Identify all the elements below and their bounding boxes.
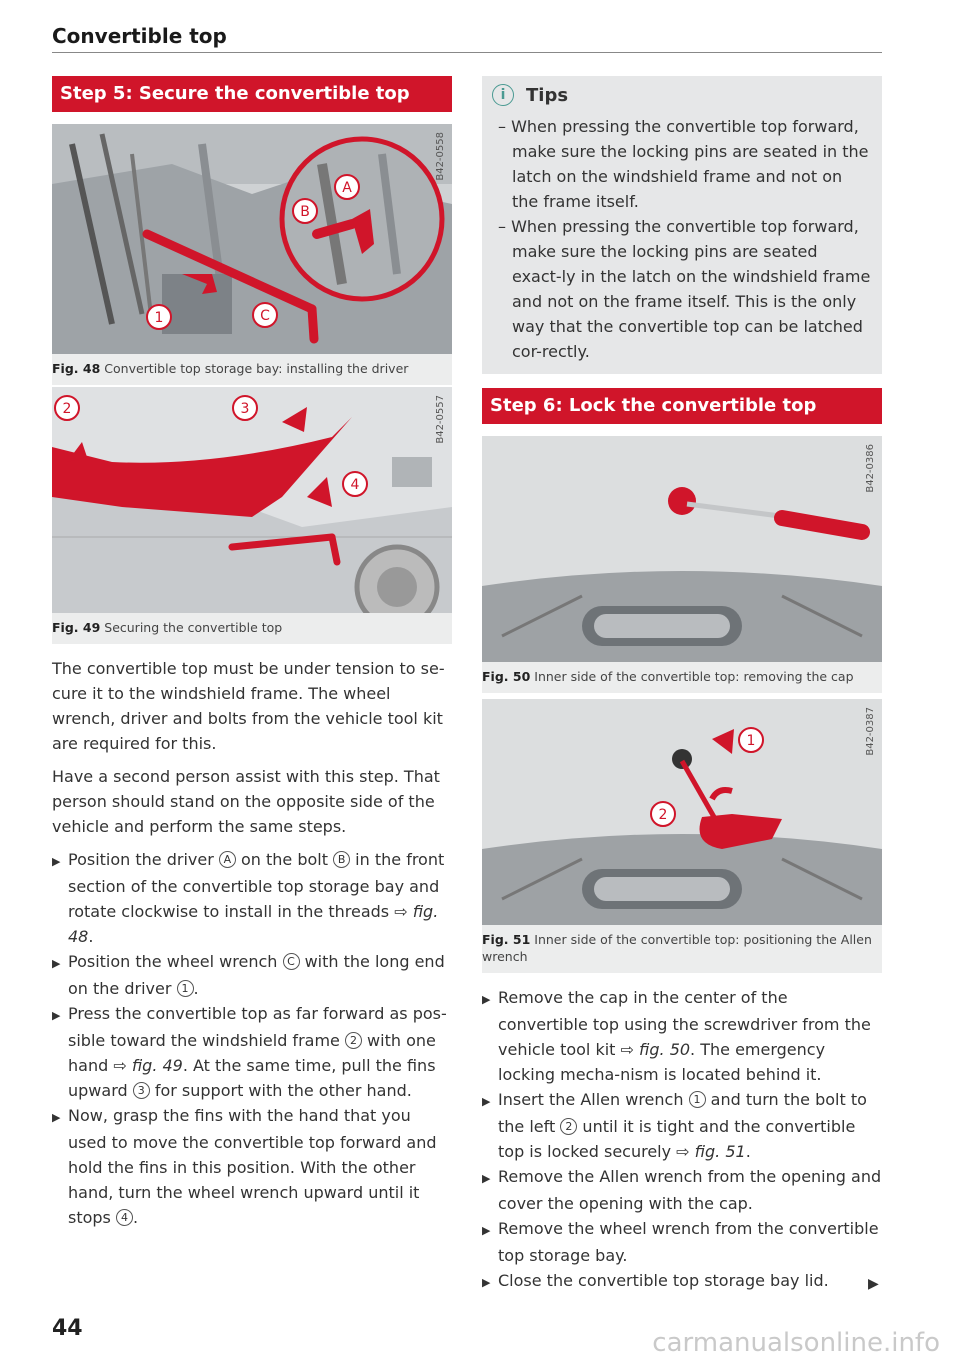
text: . (193, 979, 199, 998)
callout-2 (54, 395, 80, 425)
bullet-triangle-icon: ▶ (482, 1172, 491, 1185)
callout-1-label: 1 (746, 733, 756, 749)
figure-50 (482, 436, 882, 693)
figure-50-code: B42-0386 (865, 444, 876, 493)
header-rule (52, 52, 882, 53)
bullet-triangle-icon: ▶ (52, 1009, 61, 1022)
callout-4 (342, 471, 368, 501)
figure-49-image (52, 387, 452, 613)
step5-heading: Step 5: Secure the convertible top (52, 76, 452, 112)
step6-item-1 (482, 985, 882, 1087)
callout-ref: 1 (177, 980, 194, 997)
figure-50-caption-text: Inner side of the convertible top: removing the cap (534, 669, 854, 684)
callout-1 (146, 304, 172, 334)
figure-48-image (52, 124, 452, 354)
callout-ref: C (283, 953, 300, 970)
paragraph-second-person: Have a second person assist with this step. That person should stand on the opposite side of the vehicle and perform the same steps. (52, 767, 440, 836)
tips-box (482, 76, 882, 374)
text: with one hand (68, 1031, 436, 1075)
callout-C-icon (252, 302, 278, 328)
text: in the front section of the convertible top storage bay and rotate clockwise to install in the threads (68, 850, 445, 921)
text: Close the convertible top storage bay lid. (498, 1271, 829, 1290)
callout-2 (650, 801, 676, 831)
step6-item-3 (482, 1164, 882, 1216)
left-body (52, 656, 452, 1230)
tips-heading (492, 84, 872, 106)
page-number: 44 (52, 1316, 83, 1341)
figure-link[interactable]: ⇨ fig. 48 (68, 902, 439, 946)
figure-51-image (482, 699, 882, 925)
figure-49-caption (52, 613, 452, 644)
text: . (132, 1208, 139, 1227)
callout-1 (738, 727, 764, 757)
callout-3-label: 3 (240, 401, 250, 417)
callout-ref: A (219, 851, 236, 868)
text: with the long end on the driver (68, 952, 445, 998)
callout-3-icon (232, 395, 258, 421)
callout-B-icon (292, 198, 318, 224)
step5-list (52, 847, 452, 1230)
roof-inner-side-illustration (482, 436, 882, 662)
callout-4-icon (342, 471, 368, 497)
figure-51-label: Fig. 51 (482, 932, 531, 947)
bullet-triangle-icon: ▶ (482, 1276, 491, 1289)
step6-item-5 (482, 1268, 882, 1295)
callout-1-label: 1 (154, 310, 164, 326)
text: . (745, 1142, 751, 1161)
callout-4-label: 4 (350, 477, 360, 493)
tips-list (492, 114, 872, 364)
text: . The emergency locking mecha-nism is located behind it. (498, 1040, 826, 1084)
left-column (52, 76, 452, 1230)
figure-48 (52, 124, 452, 385)
figure-50-label: Fig. 50 (482, 669, 531, 684)
bullet-triangle-icon: ▶ (52, 957, 61, 970)
figure-49 (52, 387, 452, 644)
text: Position the wheel wrench (68, 952, 283, 971)
figure-link[interactable]: ⇨ fig. 51 (676, 1142, 746, 1161)
step5-item-3 (52, 1001, 452, 1103)
text: Press the convertible top as far forward as pos-sible toward the windshield frame (68, 1004, 447, 1050)
figure-51-code: B42-0387 (865, 707, 876, 756)
figure-49-label: Fig. 49 (52, 620, 101, 635)
figure-link[interactable]: ⇨ fig. 50 (620, 1040, 691, 1059)
text: on the bolt (235, 850, 334, 869)
text: for support with the other hand. (149, 1081, 412, 1100)
text: until it is tight and the convertible top is locked securely (498, 1117, 856, 1161)
callout-ref: 1 (689, 1091, 706, 1108)
bullet-triangle-icon: ▶ (482, 993, 491, 1006)
callout-ref: 2 (345, 1032, 362, 1049)
callout-2-label: 2 (658, 807, 668, 823)
callout-A-label: A (342, 180, 352, 196)
text: Remove the Allen wrench from the opening and cover the opening with the cap. (498, 1167, 882, 1213)
callout-ref: 3 (133, 1082, 150, 1099)
step5-item-1 (52, 847, 452, 949)
bullet-triangle-icon: ▶ (482, 1224, 491, 1237)
figure-49-caption-text: Securing the convertible top (104, 620, 283, 635)
callout-2-icon (54, 395, 80, 421)
right-column (482, 76, 882, 1295)
tip-item-2: – When pressing the convertible top forward, make sure the locking pins are seated exact-ly in the latch on the windshield frame and not on the frame itself. This is the only way that the convertible top can be latched cor-rectly. (498, 217, 871, 361)
callout-B-label: B (300, 204, 310, 220)
callout-1-icon (146, 304, 172, 330)
text: Now, grasp the fins with the hand that you used to move the convertible top forward and hold the fins in this position. With the other hand, turn the wheel wrench upward until it stops (68, 1106, 437, 1227)
callout-ref: B (333, 851, 350, 868)
figure-48-label: Fig. 48 (52, 361, 101, 376)
info-icon: i (492, 84, 514, 106)
step5-item-4 (52, 1103, 452, 1230)
tips-title: Tips (526, 84, 569, 106)
callout-C (252, 302, 278, 332)
figure-49-code: B42-0557 (435, 395, 446, 444)
callout-C-label: C (260, 308, 270, 324)
allen-wrench-illustration (482, 699, 882, 925)
step5-item-2 (52, 949, 452, 1001)
paragraph-tension: The convertible top must be under tension to se-cure it to the windshield frame. The wheel wrench, driver and bolts from the vehicle tool kit are required for this. (52, 659, 445, 753)
callout-A-icon (334, 174, 360, 200)
bullet-triangle-icon: ▶ (52, 1111, 61, 1124)
callout-2-label: 2 (62, 401, 72, 417)
tip-item-1: – When pressing the convertible top forward, make sure the locking pins are seated in the latch on the windshield frame and not on the frame itself. (498, 117, 869, 211)
callout-3 (232, 395, 258, 425)
step6-item-2 (482, 1087, 882, 1164)
continue-arrow-icon: ▶ (868, 1276, 879, 1292)
figure-48-code: B42-0558 (435, 132, 446, 181)
callout-ref: 4 (116, 1209, 133, 1226)
callout-ref: 2 (560, 1118, 577, 1135)
figure-51-caption-text: Inner side of the convertible top: positioning the Allen wrench (482, 932, 872, 964)
callout-1-icon (738, 727, 764, 753)
bullet-triangle-icon: ▶ (52, 855, 61, 868)
figure-51 (482, 699, 882, 973)
callout-A (334, 174, 360, 204)
figure-51-caption (482, 925, 882, 973)
figure-link[interactable]: ⇨ fig. 49 (113, 1056, 183, 1075)
figure-50-caption (482, 662, 882, 693)
text: . (88, 927, 94, 946)
step6-heading: Step 6: Lock the convertible top (482, 388, 882, 424)
figure-48-caption (52, 354, 452, 385)
step6-item-4 (482, 1216, 882, 1268)
watermark: carmanualsonline.info (652, 1328, 940, 1358)
figure-48-caption-text: Convertible top storage bay: installing the driver (104, 361, 409, 376)
text: Position the driver (68, 850, 219, 869)
bullet-triangle-icon: ▶ (482, 1095, 491, 1108)
text: and turn the bolt to the left (498, 1090, 867, 1136)
text: Remove the cap in the center of the convertible top using the screwdriver from the vehicle tool kit (498, 988, 871, 1059)
callout-2-icon (650, 801, 676, 827)
figure-50-image (482, 436, 882, 662)
callout-B (292, 198, 318, 228)
text: . At the same time, pull the fins upward (68, 1056, 436, 1100)
section-title: Convertible top (52, 24, 227, 48)
text: Remove the wheel wrench from the convertible top storage bay. (498, 1219, 879, 1265)
step6-list (482, 985, 882, 1295)
text: Insert the Allen wrench (498, 1090, 689, 1109)
